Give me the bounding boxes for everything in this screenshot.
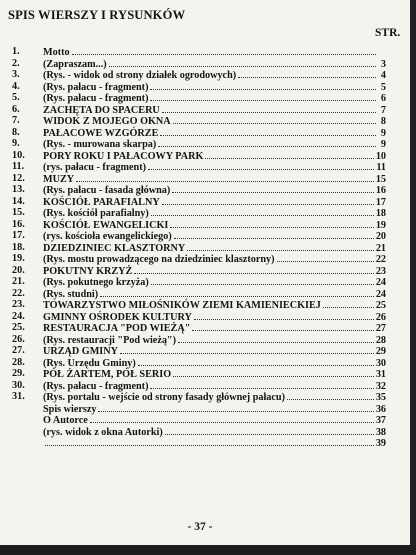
dot-leader [323, 299, 374, 308]
entry-number: 22. [12, 287, 25, 299]
entry-number: 27. [12, 345, 25, 356]
entry-label: Spis wierszy [43, 403, 97, 415]
entry-label: TOWARZYSTWO MIŁOŚNIKÓW ZIEMI KAMIENIECKIEJ [43, 300, 321, 311]
dot-leader [174, 230, 374, 239]
toc-entry [0, 92, 400, 104]
entry-page-number: 20 [375, 231, 386, 242]
dot-leader [162, 196, 374, 205]
dot-leader [134, 265, 373, 274]
toc-entry [0, 219, 400, 231]
toc-entry [0, 311, 400, 323]
entry-label: PORY ROKU I PAŁACOWY PARK [43, 150, 204, 162]
dot-leader [170, 219, 373, 228]
entry-page-number: 27 [375, 323, 386, 334]
toc-entry [0, 334, 400, 346]
entry-number: 16. [12, 218, 25, 230]
entry-label: MUZY [43, 173, 75, 185]
dot-leader [187, 242, 374, 251]
toc-entry [0, 150, 400, 162]
entry-label: (Rys. portalu - wejście od strony fasady głównej pałacu) [43, 392, 285, 403]
entry-page-number: 36 [375, 403, 386, 415]
entry-label: ZACHĘTA DO SPACERU [43, 104, 160, 116]
dot-leader [192, 322, 373, 331]
entry-label: (Rys. mostu prowadzącego na dziedziniec klasztorny) [43, 254, 275, 265]
entry-number: 18. [12, 241, 25, 253]
table-of-contents [0, 46, 400, 449]
toc-entry [0, 391, 400, 403]
entry-number: 9. [12, 138, 20, 149]
toc-entry [0, 46, 400, 58]
entry-label: (Rys. pokutnego krzyża) [43, 277, 149, 288]
toc-entry [0, 207, 400, 219]
dot-leader [205, 150, 373, 159]
entry-number: 6. [12, 103, 20, 115]
dot-leader [287, 391, 374, 400]
toc-entry [0, 242, 400, 254]
entry-page-number: 18 [375, 208, 386, 219]
entry-page-number: 38 [375, 426, 386, 438]
entry-label: (Rys. restauracji "Pod wieżą") [43, 334, 176, 346]
entry-label: PAŁACOWE WZGÓRZE [43, 127, 159, 139]
entry-number: 7. [12, 115, 20, 126]
dot-leader [90, 414, 374, 423]
entry-page-number: 35 [375, 392, 386, 403]
dot-leader [150, 380, 373, 389]
entry-label: KOŚCIÓŁ EWANGELICKI [43, 219, 169, 231]
entry-number: 14. [12, 195, 25, 207]
entry-label: WIDOK Z MOJEGO OKNA [43, 116, 171, 127]
toc-entry [0, 196, 400, 208]
entry-number: 20. [12, 264, 25, 276]
entry-number: 1. [12, 46, 20, 57]
entry-page-number: 11 [376, 162, 386, 173]
entry-page-number: 39 [375, 438, 386, 449]
page-number-footer: - 37 - [187, 521, 213, 533]
dot-leader [158, 138, 376, 147]
entry-number: 8. [12, 126, 20, 138]
entry-number: 13. [12, 184, 25, 195]
toc-entry [0, 426, 400, 438]
dot-leader [173, 368, 374, 377]
entry-label: (Rys. pałacu - fragment) [43, 81, 149, 93]
entry-label: (Rys. - widok od strony działek ogrodowych) [43, 70, 237, 81]
toc-entry [0, 403, 400, 415]
entry-label: (Rys. pałacu - fragment) [43, 93, 149, 104]
entry-number: 15. [12, 207, 25, 218]
entry-label: (Zapraszam...) [43, 58, 107, 70]
entry-label: (rys. widok z okna Autorki) [43, 426, 163, 438]
toc-entry [0, 253, 400, 265]
entry-page-number: 37 [375, 415, 386, 426]
entry-page-number: 24 [375, 277, 386, 288]
entry-label: Motto [43, 47, 70, 58]
entry-page-number: 15 [375, 173, 386, 185]
toc-entry [0, 322, 400, 334]
entry-page-number: 31 [375, 369, 386, 380]
entry-page-number: 21 [375, 242, 386, 254]
toc-entry [0, 299, 400, 311]
entry-number: 30. [12, 379, 25, 391]
dot-leader [151, 207, 374, 216]
toc-entry [0, 414, 400, 426]
entry-page-number: 4 [380, 70, 386, 81]
entry-label: PÓŁ ŻARTEM, PÓŁ SERIO [43, 369, 172, 380]
dot-leader [165, 426, 374, 435]
entry-label: O Autorce [43, 415, 88, 426]
dot-leader [45, 437, 374, 446]
entry-label: (Rys. Urzędu Gminy) [43, 357, 136, 369]
toc-entry [0, 127, 400, 139]
entry-number: 31. [12, 391, 25, 402]
entry-page-number: 22 [375, 254, 386, 265]
entry-label: KOŚCIÓŁ PARAFIALNY [43, 196, 160, 208]
toc-entry [0, 230, 400, 242]
entry-label: DZIEDZINIEC KLASZTORNY [43, 242, 186, 254]
entry-number: 25. [12, 322, 25, 333]
entry-label: (Rys. studni) [43, 288, 99, 300]
entry-page-number: 7 [380, 104, 386, 116]
dot-leader [76, 173, 374, 182]
page-title: SPIS WIERSZY I RYSUNKÓW [8, 8, 186, 22]
dot-leader [138, 357, 374, 366]
entry-page-number: 3 [380, 58, 386, 70]
toc-entry [0, 368, 400, 380]
entry-page-number: 5 [380, 81, 386, 93]
entry-number: 17. [12, 230, 25, 241]
entry-number: 11. [12, 161, 25, 172]
entry-number: 26. [12, 333, 25, 345]
entry-page-number: 29 [375, 346, 386, 357]
dot-leader [172, 184, 374, 193]
entry-label: (rys. pałacu - fragment) [43, 162, 146, 173]
entry-number: 5. [12, 92, 20, 103]
toc-entry [0, 104, 400, 116]
toc-entry [0, 288, 400, 300]
dot-leader [160, 127, 376, 136]
entry-label: (Rys. - murowana skarpa) [43, 139, 157, 150]
entry-label: (Rys. pałacu - fasada główna) [43, 185, 171, 196]
entry-page-number: 32 [375, 380, 386, 392]
entry-page-number: 9 [380, 127, 386, 139]
entry-number: 3. [12, 69, 20, 80]
dot-leader [100, 288, 374, 297]
entry-page-number: 8 [380, 116, 386, 127]
entry-number: 4. [12, 80, 20, 92]
toc-entry [0, 437, 400, 449]
entry-page-number: 16 [375, 185, 386, 196]
entry-label: URZĄD GMINY [43, 346, 118, 357]
toc-entry [0, 58, 400, 70]
toc-entry [0, 265, 400, 277]
toc-entry [0, 161, 400, 173]
dot-leader [150, 92, 376, 101]
entry-number: 12. [12, 172, 25, 184]
dot-leader [148, 161, 374, 170]
dot-leader [178, 334, 374, 343]
entry-page-number: 19 [375, 219, 386, 231]
toc-entry [0, 184, 400, 196]
dot-leader [173, 115, 376, 124]
toc-entry [0, 115, 400, 127]
entry-page-number: 24 [375, 288, 386, 300]
dot-leader [162, 104, 376, 113]
toc-entry [0, 276, 400, 288]
entry-page-number: 10 [375, 150, 386, 162]
toc-entry [0, 138, 400, 150]
entry-number: 28. [12, 356, 25, 368]
entry-label: POKUTNY KRZYŻ [43, 265, 133, 277]
entry-label: (Rys. kościół parafialny) [43, 208, 149, 219]
entry-number: 10. [12, 149, 25, 161]
page-column-header: STR. [375, 27, 401, 39]
dot-leader [238, 69, 376, 78]
entry-label: GMINNY OŚRODEK KULTURY [43, 311, 192, 323]
toc-entry [0, 357, 400, 369]
dot-leader [120, 345, 374, 354]
entry-number: 29. [12, 368, 25, 379]
entry-label: (rys. kościoła ewangelickiego) [43, 231, 172, 242]
entry-page-number: 6 [380, 93, 386, 104]
toc-entry [0, 81, 400, 93]
entry-number: 24. [12, 310, 25, 322]
entry-page-number: 25 [375, 300, 386, 311]
entry-page-number: 17 [375, 196, 386, 208]
entry-number: 21. [12, 276, 25, 287]
toc-entry [0, 69, 400, 81]
entry-number: 19. [12, 253, 25, 264]
entry-label: (Rys. pałacu - fragment) [43, 380, 149, 392]
entry-page-number: 9 [380, 139, 386, 150]
dot-leader [109, 58, 376, 67]
toc-entry [0, 380, 400, 392]
entry-page-number: 26 [375, 311, 386, 323]
entry-line [43, 437, 386, 450]
entry-page-number: 23 [375, 265, 386, 277]
entry-label: RESTAURACJA "POD WIEŻĄ" [43, 323, 191, 334]
entry-number: 23. [12, 299, 25, 310]
dot-leader [194, 311, 374, 320]
toc-entry [0, 345, 400, 357]
dot-leader [72, 46, 376, 55]
toc-entry [0, 173, 400, 185]
dot-leader [277, 253, 374, 262]
dot-leader [98, 403, 373, 412]
dot-leader [151, 276, 374, 285]
entry-page-number: 28 [375, 334, 386, 346]
entry-page-number: 30 [375, 357, 386, 369]
dot-leader [150, 81, 376, 90]
entry-number: 2. [12, 57, 20, 69]
